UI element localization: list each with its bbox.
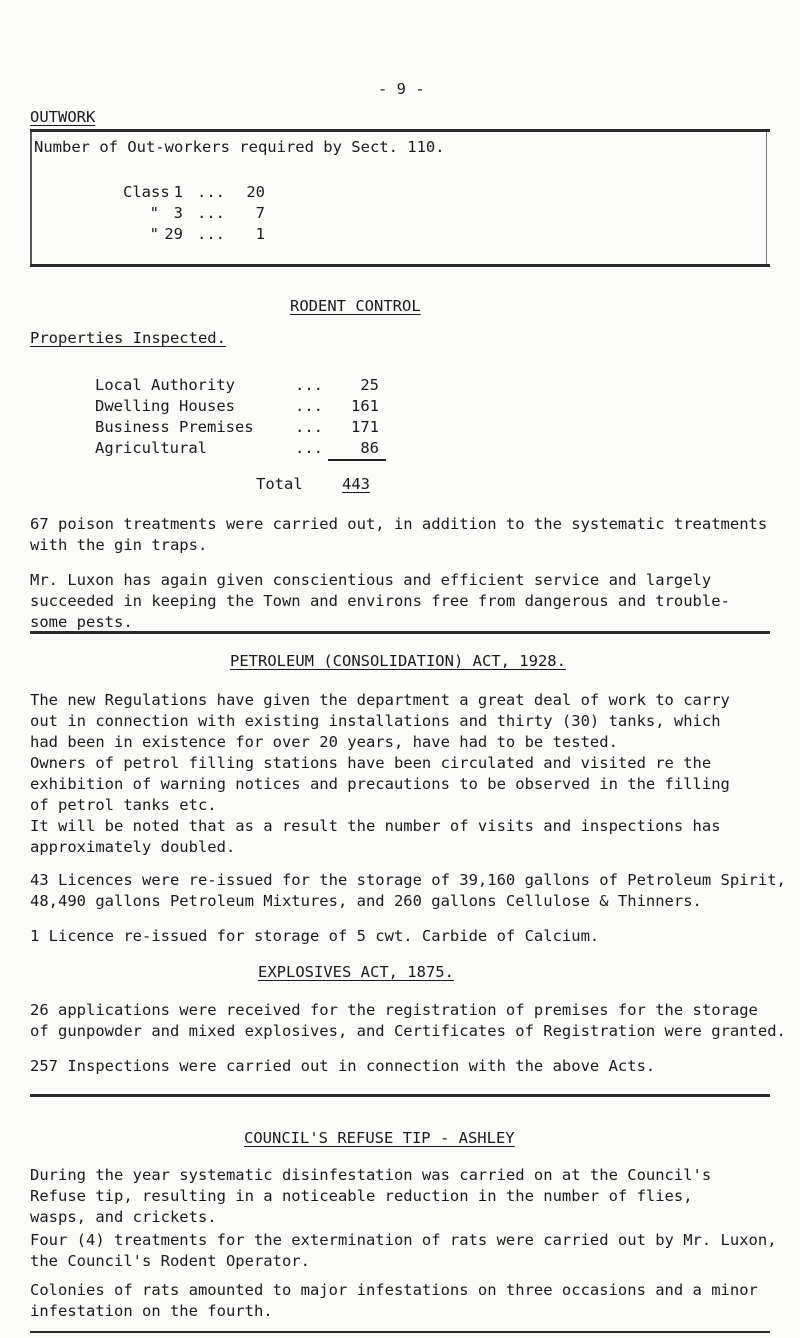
property-dots: ...: [295, 418, 323, 436]
class-label: Class: [123, 183, 170, 201]
class-label: ": [149, 204, 159, 222]
properties-row: [95, 438, 379, 459]
subtotal-rule: [328, 459, 386, 461]
poison-treatments-paragraph: 67 poison treatments were carried out, in addition to the systematic treatments with the gin traps.: [30, 515, 768, 554]
explosives-act-heading: EXPLOSIVES ACT, 1875.: [258, 963, 454, 981]
property-count: 161: [351, 397, 379, 415]
property-type: Business Premises: [95, 418, 254, 436]
new-regulations-paragraph: The new Regulations have given the department a great deal of work to carry out in connection with existing installations and thirty (30) tanks, which had been in existence for over 20 years, have had to be tested. Owners of petrol filling stations have been circulated and visited re the exhibition of warning notices and precautions to be observed in the filling of petrol tanks etc. It will be noted that as a result the number of visits and inspections has approximately doubled.: [30, 691, 730, 856]
property-type: Dwelling Houses: [95, 397, 235, 415]
section-divider: [30, 631, 770, 634]
outwork-heading: OUTWORK: [30, 108, 96, 126]
refuse-tip-heading: COUNCIL'S REFUSE TIP - ASHLEY: [244, 1129, 515, 1147]
class-number: 29: [164, 225, 183, 243]
outwork-box-title: Number of Out-workers required by Sect. 110.: [34, 138, 445, 156]
property-type: Agricultural: [95, 439, 207, 457]
page-number: - 9 -: [378, 80, 425, 98]
outwork-row: [123, 224, 265, 245]
class-dots: ...: [197, 225, 225, 243]
petroleum-act-heading: PETROLEUM (CONSOLIDATION) ACT, 1928.: [230, 652, 566, 670]
total-value: 443: [342, 475, 370, 493]
outwork-box-bottom-rule: [30, 264, 770, 267]
rat-treatments-paragraph: Four (4) treatments for the extermination of rats were carried out by Mr. Luxon, the Council's Rodent Operator.: [30, 1231, 777, 1270]
petroleum-licences-paragraph: 43 Licences were re-issued for the storage of 39,160 gallons of Petroleum Spirit, 48,490 gallons Petroleum Mixtures, and 260 gallons Cellulose & Thinners.: [30, 871, 786, 910]
property-count: 25: [360, 376, 379, 394]
outwork-box-top-rule: [30, 129, 770, 132]
outwork-row: [123, 203, 265, 224]
class-count: 20: [246, 183, 265, 201]
properties-row: [95, 417, 379, 438]
outwork-box-left-border: [30, 132, 32, 265]
property-dots: ...: [295, 439, 323, 457]
explosives-applications-paragraph: 26 applications were received for the registration of premises for the storage of gunpowder and mixed explosives, and Certificates of Registration were granted.: [30, 1001, 786, 1040]
property-dots: ...: [295, 376, 323, 394]
class-dots: ...: [197, 204, 225, 222]
rat-colonies-paragraph: Colonies of rats amounted to major infestations on three occasions and a minor infestation on the fourth.: [30, 1281, 758, 1320]
total-label: Total: [256, 475, 303, 493]
class-label: ": [149, 225, 159, 243]
outwork-box-right-border: [766, 132, 767, 265]
class-number: 3: [173, 204, 183, 222]
outwork-class-table: [123, 182, 265, 245]
class-dots: ...: [197, 183, 225, 201]
section-divider: [30, 1094, 770, 1097]
properties-row: [95, 396, 379, 417]
properties-inspected-subheading: Properties Inspected.: [30, 329, 226, 347]
property-dots: ...: [295, 397, 323, 415]
property-count: 86: [360, 439, 379, 457]
bottom-rule: [30, 1331, 770, 1333]
class-number: 1: [173, 183, 183, 201]
outwork-row: [123, 182, 265, 203]
luxon-service-paragraph: Mr. Luxon has again given conscientious and efficient service and largely succeeded in keeping the Town and environs free from dangerous and trouble- some pests.: [30, 571, 730, 631]
class-count: 1: [255, 225, 265, 243]
property-type: Local Authority: [95, 376, 235, 394]
properties-row: [95, 375, 379, 396]
class-count: 7: [255, 204, 265, 222]
inspections-paragraph: 257 Inspections were carried out in connection with the above Acts.: [30, 1057, 656, 1075]
disinfestation-paragraph: During the year systematic disinfestation was carried on at the Council's Refuse tip, resulting in a noticeable reduction in the number of flies, wasps, and crickets.: [30, 1166, 712, 1226]
property-count: 171: [351, 418, 379, 436]
rodent-control-heading: RODENT CONTROL: [290, 297, 421, 315]
carbide-licence-paragraph: 1 Licence re-issued for storage of 5 cwt. Carbide of Calcium.: [30, 927, 600, 945]
